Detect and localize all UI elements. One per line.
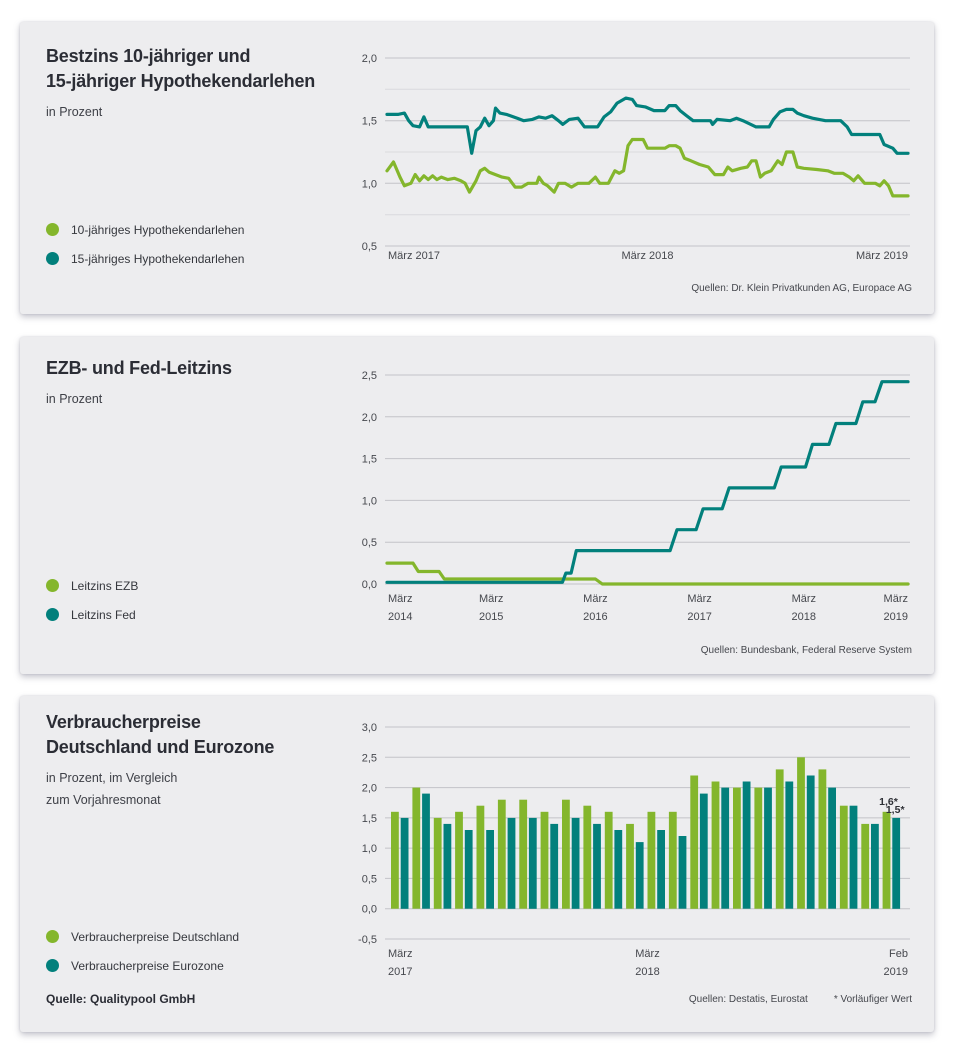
- panel-subtitle: [46, 767, 346, 811]
- svg-text:0,5: 0,5: [361, 241, 377, 253]
- svg-text:März2017: März 2017: [687, 593, 712, 623]
- legend: [46, 215, 244, 273]
- svg-text:-0,5: -0,5: [358, 934, 377, 946]
- svg-text:2,0: 2,0: [361, 782, 377, 795]
- legend-label: Leitzins Fed: [71, 607, 136, 622]
- title-line: EZB- und Fed-Leitzins: [46, 358, 232, 378]
- legend-item: [46, 215, 244, 244]
- panel-ezb-fed-leitzins: [20, 337, 934, 674]
- source-note: Quellen: Bundesbank, Federal Reserve System: [700, 645, 912, 656]
- panel-header: [46, 696, 346, 811]
- legend-label: Leitzins EZB: [71, 578, 139, 593]
- legend-label: 15-jähriges Hypothekendarlehen: [71, 251, 245, 266]
- legend-item: [46, 244, 244, 273]
- svg-text:März2016: März 2016: [583, 593, 608, 623]
- svg-text:März 2019: März 2019: [856, 250, 908, 262]
- subtitle-line: in Prozent: [46, 105, 103, 119]
- svg-text:2,0: 2,0: [361, 53, 377, 65]
- svg-text:0,5: 0,5: [361, 537, 377, 550]
- bar-chart-verbraucherpreise: [350, 714, 934, 987]
- svg-text:März2014: März 2014: [388, 593, 413, 623]
- svg-text:0,5: 0,5: [361, 873, 377, 886]
- series-dot-green-icon: [46, 223, 59, 236]
- panel-subtitle: [46, 388, 346, 410]
- series-dot-teal-icon: [46, 608, 59, 621]
- legend-label: 10-jähriges Hypothekendarlehen: [71, 222, 245, 237]
- svg-text:0,0: 0,0: [361, 579, 377, 591]
- legend-item: [46, 600, 138, 629]
- svg-text:1,0: 1,0: [361, 495, 377, 508]
- legend-item: [46, 922, 239, 951]
- svg-text:März 2017: März 2017: [388, 250, 440, 262]
- subtitle-line: in Prozent, im Vergleich: [46, 771, 178, 785]
- panel-header: [46, 337, 346, 410]
- source-note-right: [689, 994, 912, 1005]
- line-chart-bestzins: [350, 50, 934, 280]
- panel-bestzins-hypothekendarlehen: [20, 22, 934, 314]
- svg-text:0,0: 0,0: [361, 903, 377, 916]
- svg-text:1,0: 1,0: [361, 178, 377, 191]
- source-note-left: Quelle: Qualitypool GmbH: [46, 992, 196, 1006]
- svg-text:März2018: März 2018: [635, 948, 660, 978]
- line-chart-leitzins: [350, 357, 934, 634]
- series-dot-teal-icon: [46, 252, 59, 265]
- svg-text:1,0: 1,0: [361, 843, 377, 856]
- footnote-preliminary: * Vorläufiger Wert: [833, 994, 912, 1005]
- svg-text:Feb2019: Feb 2019: [883, 948, 908, 978]
- subtitle-line: in Prozent: [46, 392, 103, 406]
- legend: [46, 922, 239, 980]
- series-dot-green-icon: [46, 930, 59, 943]
- svg-text:März2018: März 2018: [791, 593, 817, 623]
- subtitle-line: zum Vorjahresmonat: [46, 793, 161, 807]
- panel-title: [46, 44, 346, 94]
- svg-text:März2017: März 2017: [388, 948, 413, 978]
- series-dot-green-icon: [46, 579, 59, 592]
- svg-text:1,6*: 1,6*: [879, 795, 898, 808]
- svg-text:1,5*: 1,5*: [885, 803, 905, 816]
- svg-text:März2015: März 2015: [478, 593, 504, 623]
- panel-header: [46, 22, 346, 123]
- panel-title: [46, 356, 346, 381]
- svg-text:1,5: 1,5: [361, 115, 377, 128]
- legend-item: [46, 951, 239, 980]
- svg-text:2,5: 2,5: [361, 752, 377, 765]
- title-line: Deutschland und Eurozone: [46, 737, 275, 757]
- svg-text:März2019: März 2019: [883, 593, 908, 623]
- title-line: Bestzins 10-jähriger und: [46, 46, 251, 66]
- title-line: 15-jähriger Hypothekendarlehen: [46, 71, 316, 91]
- svg-text:März 2018: März 2018: [621, 250, 674, 262]
- legend-item: [46, 571, 138, 600]
- panel-title: [46, 710, 346, 760]
- series-dot-teal-icon: [46, 959, 59, 972]
- source-note: Quellen: Destatis, Eurostat: [688, 994, 808, 1005]
- source-note: Quellen: Dr. Klein Privatkunden AG, Europace AG: [691, 283, 912, 294]
- legend: [46, 571, 138, 629]
- svg-text:2,5: 2,5: [361, 370, 377, 382]
- svg-text:1,5: 1,5: [361, 812, 377, 825]
- legend-label: Verbraucherpreise Eurozone: [71, 958, 224, 973]
- panel-subtitle: [46, 101, 346, 123]
- svg-text:3,0: 3,0: [361, 722, 377, 734]
- panel-verbraucherpreise: [20, 696, 934, 1032]
- title-line: Verbraucherpreise: [46, 712, 201, 732]
- svg-text:2,0: 2,0: [361, 411, 377, 424]
- legend-label: Verbraucherpreise Deutschland: [71, 929, 240, 944]
- svg-text:1,5: 1,5: [361, 453, 377, 466]
